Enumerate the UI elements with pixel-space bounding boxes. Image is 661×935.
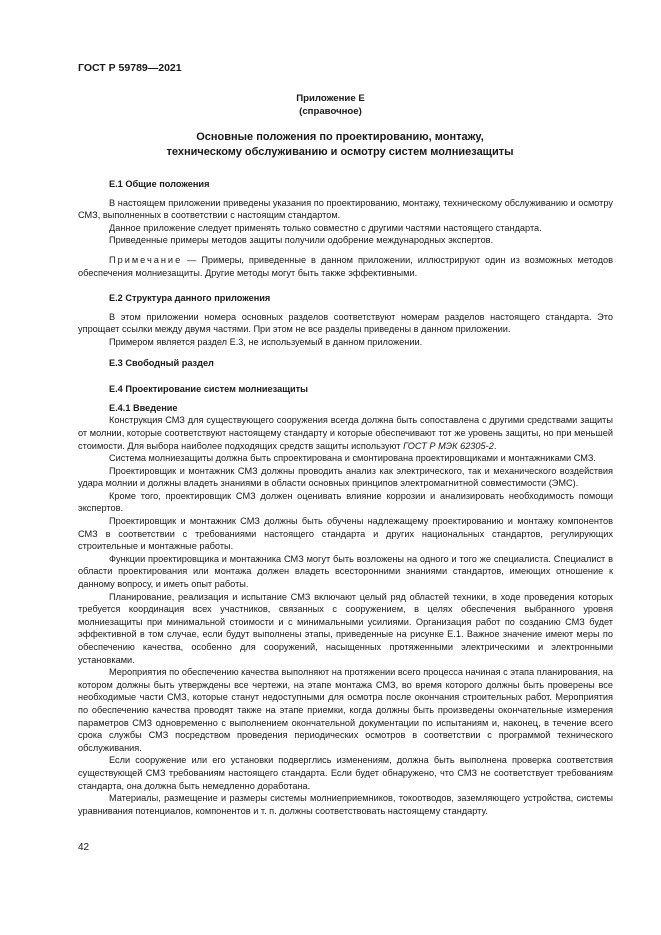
annex-label: Приложение Е [296,93,365,104]
note-text: — Примеры, приведенные в данном приложении, иллюстрируют один из возможных методов обеспечения молниезащиты. Другие методы могут быть также эффективными. [78,254,613,278]
section-e2-paragraph-2: Примером является раздел Е.3, не используемый в данном приложении. [109,336,423,347]
section-e1-paragraph-1: В настоящем приложении приведены указания по проектированию, монтажу, техническому обслуживанию и осмотру СМЗ, выполненных в соответствии с настоящим стандартом. [78,197,613,221]
annex-title [120,130,560,160]
section-e1-paragraph-2: Данное приложение следует применять только совместно с другими частями настоящего стандарта. [109,222,542,233]
document-code: ГОСТ Р 59789—2021 [78,62,182,74]
section-e4-paragraph-3: Проектировщик и монтажник СМЗ должны проводить анализ как электрического, так и механического воздействия удара молнии и должны владеть знаниями в области основных принципов электромагнитной совместимости (ЭМС). [78,465,613,489]
p1-text-a: Конструкция СМЗ для существующего сооружения всегда должна быть сопоставлена с другими средствами защиты от молнии, которые соответствуют настоящему стандарту и которые обеспечивают тот же уровень защиты, но при меньшей стоимости. Для выбора наиболее подходящих средств защиты используют [78,415,613,451]
section-e2-paragraph-1: В этом приложении номера основных разделов соответствуют номерам разделов настоящего стандарта. Это упрощает ссылки между двумя частями. При этом не все разделы приведены в данном приложении. [78,311,613,335]
section-e4-paragraph-1 [78,414,613,452]
section-e4-paragraph-5: Проектировщик и монтажник СМЗ должны быть обучены надлежащему проектированию и монтажу компонентов СМЗ в соответствии с требованиями настоящего стандарта и других национальных стандартов, регулирующих строительные и монтажные работы. [78,516,613,552]
section-e4-paragraph-2: Система молниезащиты должна быть спроектирована и смонтирована проектировщиками и монтажниками СМЗ. [109,453,596,464]
p1-text-b: . [493,440,497,451]
section-e2-heading: Е.2 Структура данного приложения [109,293,271,304]
section-e4-paragraph-10: Материалы, размещение и размеры системы молниеприемников, токоотводов, заземляющего устройства, системы уравнивания потенциалов, компонентов и т. п. должны соответствовать настоящему стандарту. [78,793,613,816]
section-e1-heading: Е.1 Общие положения [109,179,210,189]
section-e4-1-heading: Е.4.1 Введение [109,402,178,413]
document-body [78,178,613,817]
section-e4-paragraph-9: Если сооружение или его установки подверглись изменениям, должна быть выполнена проверка соответствия существующей СМЗ требованиям настоящего стандарта. Если будет обнаружено, что СМЗ не соответствует требованиям стандарта, она должна быть немедленно доработана. [78,755,613,791]
note-label: Примечание [109,254,183,265]
annex-title-line-2: техническому обслуживанию и осмотру систем молниезащиты [166,146,514,158]
section-e4-paragraph-7: Планирование, реализация и испытание СМЗ включают целый ряд областей техники, в ходе проведения которых требуется координация всех участников, связанных с сооружением, в целях обеспечения выбранного уровня молниезащиты при минимальной стоимости и с минимальными усилиями. Организация работ по созданию СМЗ будет эффективной в том случае, если будут выполнены этапы, приведенные на рисунке Е.1. Важное значение имеют меры по обеспечению качества, особенно для сооружений, насыщенных протяженными электрическими и электронными установками. [78,591,613,665]
section-e1-paragraph-3: Приведенные примеры методов защиты получили одобрение международных экспертов. [109,235,494,246]
annex-type: (справочное) [299,106,362,117]
section-e4-paragraph-8: Мероприятия по обеспечению качества выполняют на протяжении всего процесса начиная с этапа планирования, на котором должны быть утверждены все чертежи, на этапе монтажа СМЗ, во время которого должны быть проверены все необходимые части СМЗ, которые станут недоступными для осмотра после окончания строительных работ. Мероприятия по обеспечению качества проводят также на этапе приемки, когда должны быть произведены окончательные измерения параметров СМЗ одновременно с выполнением окончательной документации по испытаниям и, наконец, в течение всего срока службы СМЗ посредством проведения периодических осмотров в соответствии с программой технического обслуживания. [78,667,613,753]
section-e3-heading: Е.3 Свободный раздел [109,357,214,368]
section-e4-heading: Е.4 Проектирование систем молниезащиты [109,384,308,395]
section-e4-paragraph-6: Функции проектировщика и монтажника СМЗ могут быть возложены на одного и того же специалиста. Специалист в области проектирования или монтажа должен владеть всесторонними знаниями стандартов, имеющих отношение к данному вопросу, и иметь опыт работы. [78,553,613,590]
section-e1-note [78,254,613,279]
section-e4-paragraph-4: Кроме того, проектировщик СМЗ должен оценивать влияние коррозии и анализировать необходимость помощи экспертов. [78,490,613,514]
annex-title-line-1: Основные положения по проектированию, монтажу, [196,131,484,143]
standard-reference: ГОСТ Р МЭК 62305-2 [403,440,494,451]
page-number: 42 [78,842,90,853]
